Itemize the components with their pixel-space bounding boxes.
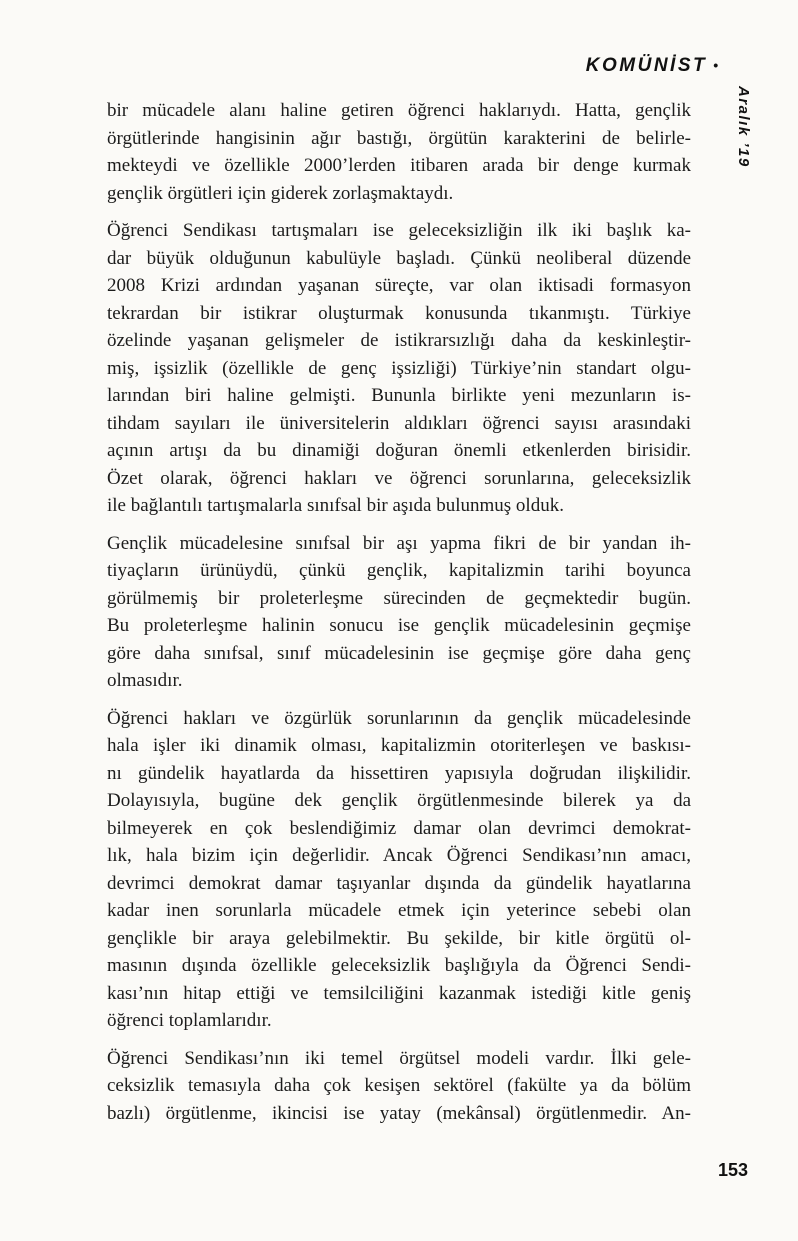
text-line: kası’nın hitap ettiği ve temsilciliğini kazanmak istediği kitle geniş xyxy=(107,982,691,1004)
article-body xyxy=(107,97,691,1127)
text-line: gençlik örgütleri için giderek zorlaşmaktaydı. xyxy=(107,182,454,204)
paragraph xyxy=(107,705,691,1035)
header-bullet-icon: • xyxy=(713,57,718,73)
text-line: kadar inen sorunlarla mücadele etmek için yeterince sebebi olan xyxy=(107,900,691,921)
text-line: Öğrenci Sendikası tartışmaları ise geleceksizliğin ilk iki başlık ka- xyxy=(107,220,691,241)
text-line: görülmemiş bir proleterleşme sürecinden de geçmektedir bugün. xyxy=(107,587,691,609)
page-header xyxy=(586,55,718,77)
magazine-title: KOMÜNİST xyxy=(585,55,708,76)
page-number: 153 xyxy=(717,1160,748,1180)
text-line: larından biri haline gelmişti. Bununla birlikte yeni mezunların is- xyxy=(107,385,691,406)
paragraph xyxy=(107,1045,691,1128)
text-line: lık, hala bizim için değerlidir. Ancak Öğrenci Sendikası’nın amacı, xyxy=(107,845,691,866)
text-line: öğrenci toplamlarıdır. xyxy=(107,1010,272,1031)
text-line: bazlı) örgütlenme, ikincisi ise yatay (mekânsal) örgütlenmedir. An- xyxy=(107,1102,691,1124)
text-line: ceksizlik temasıyla daha çok kesişen sektörel (fakülte ya da bölüm xyxy=(107,1075,691,1096)
text-line: tiyaçların ürünüydü, çünkü gençlik, kapitalizmin tarihi boyunca xyxy=(107,560,691,581)
text-line: bilmeyerek en çok beslendiğimiz damar olan devrimci demokrat- xyxy=(107,817,691,839)
text-line: örgütlerinde hangisinin ağır bastığı, örgütün karakterini de belirle- xyxy=(107,127,691,149)
text-line: Bu proleterleşme halinin sonucu ise gençlik mücadelesinin geçmişe xyxy=(107,615,691,636)
paragraph xyxy=(107,97,691,207)
paragraph xyxy=(107,217,691,520)
text-line: hala işler iki dinamik olması, kapitalizmin otoriterleşen ve baskısı- xyxy=(107,735,691,756)
text-line: 2008 Krizi ardından yaşanan süreçte, var olan iktisadi formasyon xyxy=(107,275,691,296)
text-line: açının artışı da bu dinamiği doğuran önemli etkenlerden birisidir. xyxy=(107,440,691,461)
text-line: tekrardan bir istikrar oluşturmak konusunda tıkanmıştı. Türkiye xyxy=(107,302,691,324)
paragraph xyxy=(107,530,691,695)
text-line: mekteydi ve özellikle 2000’lerden itibaren arada bir denge kurmak xyxy=(107,155,691,176)
text-line: Dolayısıyla, bugüne dek gençlik örgütlenmesinde bilerek ya da xyxy=(107,790,691,811)
text-line: gençlikle bir araya gelebilmektir. Bu şekilde, bir kitle örgütü ol- xyxy=(107,927,691,949)
text-line: göre daha sınıfsal, sınıf mücadelesinin ise geçmişe göre daha genç xyxy=(107,642,691,664)
text-line: ile bağlantılı tartışmalarla sınıfsal bir aşıda bulunmuş olduk. xyxy=(107,495,564,516)
text-line: Gençlik mücadelesine sınıfsal bir aşı yapma fikri de bir yandan ih- xyxy=(107,532,691,554)
text-line: Özet olarak, öğrenci hakları ve öğrenci sorunlarına, geleceksizlik xyxy=(107,467,691,489)
text-line: devrimci demokrat damar taşıyanlar dışında da gündelik hayatlarına xyxy=(107,872,691,894)
text-line: dar büyük olduğunun kabulüyle başladı. Çünkü neoliberal düzende xyxy=(107,247,691,269)
text-line: Öğrenci Sendikası’nın iki temel örgütsel modeli vardır. İlki gele- xyxy=(107,1047,691,1069)
text-line: bir mücadele alanı haline getiren öğrenci haklarıydı. Hatta, gençlik xyxy=(107,100,691,121)
text-line: tihdam sayıları ile üniversitelerin aldıkları öğrenci sayısı arasındaki xyxy=(107,412,691,434)
text-line: miş, işsizlik (özellikle de genç işsizliği) Türkiye’nin standart olgu- xyxy=(107,357,691,379)
text-line: özelinde yaşanan gelişmeler de istikrarsızlığı daha da keskinleştir- xyxy=(107,330,691,351)
text-line: masının dışında özellikle geleceksizlik başlığıyla da Öğrenci Sendi- xyxy=(107,955,691,976)
issue-date: Aralık ’19 xyxy=(735,86,752,168)
text-line: nı gündelik hayatlarda da hissettiren yapısıyla doğrudan ilişkilidir. xyxy=(107,762,691,784)
text-line: olmasıdır. xyxy=(107,670,183,691)
text-line: Öğrenci hakları ve özgürlük sorunlarının da gençlik mücadelesinde xyxy=(107,707,691,729)
